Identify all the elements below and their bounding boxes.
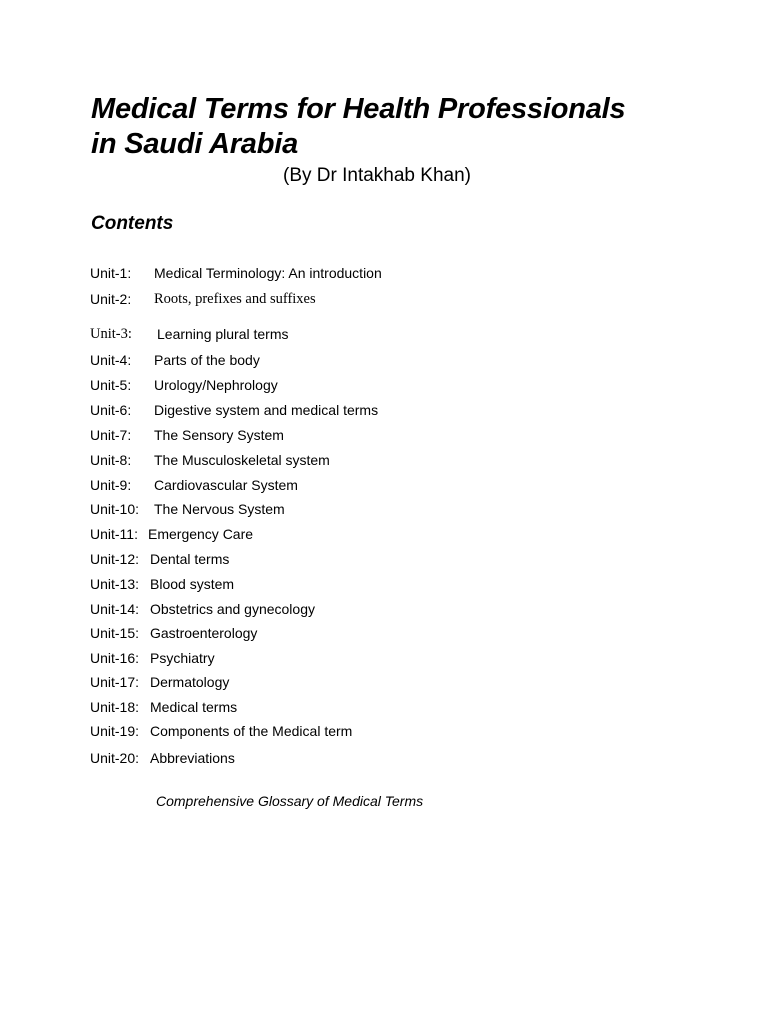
glossary-entry: Comprehensive Glossary of Medical Terms — [156, 793, 424, 809]
unit-title: Blood system — [150, 576, 235, 592]
unit-title: Dental terms — [150, 551, 230, 567]
unit-number: Unit-9: — [90, 477, 132, 493]
unit-title: Parts of the body — [154, 352, 260, 368]
unit-title: Medical Terminology: An introduction — [154, 265, 382, 281]
unit-number: Unit-11: — [90, 526, 138, 542]
unit-title: Obstetrics and gynecology — [150, 601, 315, 617]
unit-number: Unit-6: — [90, 402, 132, 418]
author-line: (By Dr Intakhab Khan) — [283, 165, 471, 186]
unit-title: Emergency Care — [148, 526, 254, 542]
unit-number: Unit-5: — [90, 377, 132, 393]
unit-number: Unit-16: — [90, 650, 140, 666]
unit-title: Urology/Nephrology — [154, 377, 278, 393]
unit-title: Medical terms — [150, 699, 238, 715]
unit-title: Dermatology — [150, 674, 230, 690]
title-line-2: in Saudi Arabia — [91, 128, 299, 160]
unit-number: Unit-7: — [90, 427, 132, 443]
unit-number: Unit-4: — [90, 352, 132, 368]
unit-title: Abbreviations — [150, 750, 235, 766]
unit-number: Unit-13: — [90, 576, 140, 592]
unit-number: Unit-14: — [90, 601, 140, 617]
unit-number: Unit-1: — [90, 265, 132, 281]
unit-title: Components of the Medical term — [150, 723, 353, 739]
unit-title: Digestive system and medical terms — [154, 402, 379, 418]
unit-title: Gastroenterology — [150, 625, 258, 641]
unit-title: Psychiatry — [150, 650, 215, 666]
contents-heading: Contents — [91, 213, 174, 234]
title-line-1: Medical Terms for Health Professionals — [91, 93, 626, 125]
unit-number: Unit-8: — [90, 452, 132, 468]
unit-number: Unit-10: — [90, 501, 140, 517]
document-title — [91, 92, 625, 162]
unit-title: The Musculoskeletal system — [154, 452, 330, 468]
unit-title: Learning plural terms — [157, 326, 289, 342]
unit-title: The Nervous System — [154, 501, 285, 517]
unit-number: Unit-15: — [90, 625, 140, 641]
unit-title: The Sensory System — [154, 427, 284, 443]
unit-title: Cardiovascular System — [154, 477, 298, 493]
unit-number: Unit-3: — [90, 326, 132, 342]
unit-number: Unit-20: — [90, 750, 140, 766]
unit-title: Roots, prefixes and suffixes — [154, 291, 316, 307]
unit-number: Unit-12: — [90, 551, 140, 567]
unit-number: Unit-2: — [90, 291, 132, 307]
unit-number: Unit-17: — [90, 674, 140, 690]
unit-number: Unit-18: — [90, 699, 140, 715]
unit-number: Unit-19: — [90, 723, 140, 739]
